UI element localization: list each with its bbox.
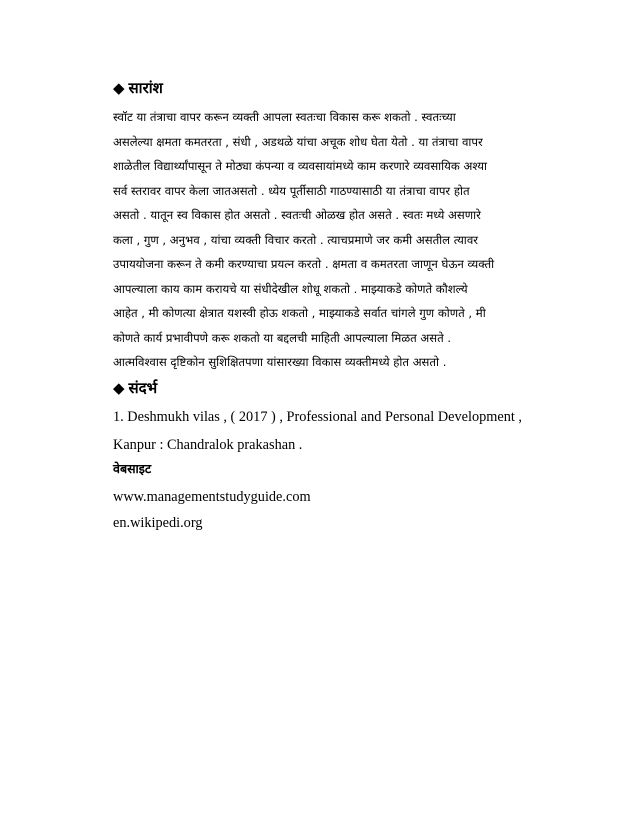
references-heading-text: संदर्भ <box>128 379 158 397</box>
references-heading <box>113 378 157 398</box>
reference-line: Kanpur : Chandralok prakashan . <box>113 437 303 453</box>
reference-list <box>113 403 553 459</box>
summary-line: आपल्याला काय काम करायचे या संधीदेखील शोधू शकतो . माझ्याकडे कोणते कौशल्ये <box>113 281 468 296</box>
website-list <box>113 484 311 536</box>
summary-line: असतो . यातून स्व विकास होत असतो . स्वतःची ओळख होत असते . स्वतः मध्ये असणारे <box>113 208 481 222</box>
website-link[interactable]: www.managementstudyguide.com <box>113 489 311 505</box>
summary-line: सर्व स्तरावर वापर केला जातअसतो . ध्येय पूर्तीसाठी गाठण्यासाठी या तंत्राचा वापर होत <box>113 183 470 198</box>
summary-line: आत्मविश्वास दृष्टिकोन सुशिक्षितपणा यांसारख्या विकास व्यक्तीमध्ये होत असतो . <box>113 355 447 369</box>
summary-heading-text: सारांश <box>128 79 163 97</box>
reference-line: 1. Deshmukh vilas , ( 2017 ) , Professional and Personal Development , <box>113 409 522 425</box>
summary-line: आहेत , मी कोणत्या क्षेत्रात यशस्वी होऊ शकतो , माझ्याकडे सर्वात चांगले गुण कोणते , मी <box>113 306 486 320</box>
summary-heading <box>113 78 163 98</box>
summary-line: शाळेतील विद्यार्थ्यांपासून ते मोठ्या कंपन्या व व्यवसायांमध्ये काम करणारे व्यवसायिक अश्या <box>113 159 488 173</box>
summary-paragraph <box>113 105 553 375</box>
diamond-bullet-icon: ◆ <box>113 79 125 97</box>
summary-line: कोणते कार्य प्रभावीपणे करू शकतो या बद्दलची माहिती आपल्याला मिळत असते . <box>113 330 452 345</box>
website-link[interactable]: en.wikipedi.org <box>113 515 203 531</box>
summary-line: उपाययोजना करून ते कमी करण्याचा प्रयत्न करतो . क्षमता व कमतरता जाणून घेऊन व्यक्ती <box>113 257 495 271</box>
summary-line: कला , गुण , अनुभव , यांचा व्यक्ती विचार करतो . त्याचप्रमाणे जर कमी असतील त्यावर <box>113 232 479 247</box>
summary-line: स्वॉट या तंत्राचा वापर करून व्यक्ती आपला स्वतःचा विकास करू शकतो . स्वतःच्या <box>113 110 456 124</box>
website-label: वेबसाइट <box>113 461 152 476</box>
summary-line: असलेल्या क्षमता कमतरता , संधी , अडथळे यांचा अचूक शोध घेता येतो . या तंत्राचा वापर <box>113 134 483 149</box>
diamond-bullet-icon: ◆ <box>113 379 125 397</box>
